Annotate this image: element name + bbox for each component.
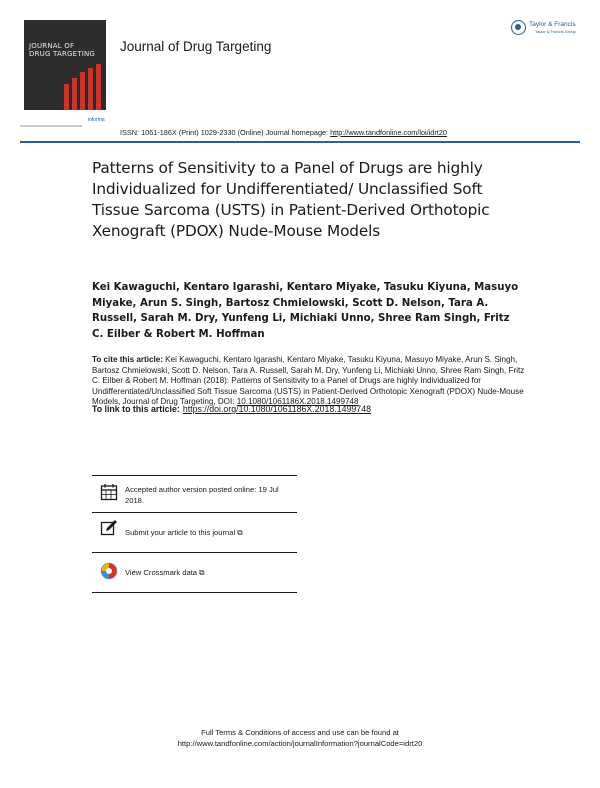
article-doi-link[interactable]: https://doi.org/10.1080/1061186X.2018.1499748: [182, 404, 371, 414]
info-divider: [92, 512, 297, 513]
crossmark-icon: [100, 562, 120, 580]
calendar-icon: [100, 483, 120, 501]
publisher-name: Taylor & Francis: [529, 21, 576, 28]
informa-logo: informa: [88, 117, 105, 123]
article-link-line: [92, 404, 532, 414]
view-crossmark-link[interactable]: View Crossmark data ⧉: [125, 568, 205, 577]
article-title: Patterns of Sensitivity to a Panel of Drugs are highly Individualized for Undifferentiated/ Unclassified Soft Tissue Sarcoma (USTS) in Patient-Derived Orthotopic Xenograft (PDOX) Nude-Mouse Models: [92, 159, 490, 240]
journal-cover-image: [24, 20, 106, 110]
issn-line: [120, 128, 447, 137]
accepted-text: Accepted author version posted online: 19 Jul 2018.: [125, 485, 279, 505]
crossmark-row[interactable]: [92, 562, 297, 584]
taylor-francis-logo: [511, 20, 583, 36]
link-label: To link to this article:: [92, 404, 180, 414]
footer-journal-info-link[interactable]: http://www.tandfonline.com/action/journalInformation?journalCode=idrt20: [177, 738, 423, 748]
header-divider: [20, 141, 580, 143]
citation-block: [92, 355, 532, 408]
article-authors: Kei Kawaguchi, Kentaro Igarashi, Kentaro Miyake, Tasuku Kiyuna, Masuyo Miyake, Arun S. Singh, Bartosz Chmielowski, Scott D. Nelson, Tara A. Russell, Sarah M. Dry, Yunfeng Li, Michiaki Unno, Shree Ram Singh, Fritz C. Eilber & Robert M. Hoffman: [92, 282, 519, 340]
info-divider: [92, 592, 297, 593]
info-divider: [92, 552, 297, 553]
external-link-icon: ⧉: [199, 568, 205, 577]
footer: [0, 728, 600, 749]
issn-text: ISSN: 1061-186X (Print) 1029-2330 (Online) Journal homepage:: [120, 128, 331, 137]
publisher-subname: Taylor & Francis Group: [535, 29, 576, 34]
doi-link[interactable]: 10.1080/1061186X.2018.1499748: [236, 397, 359, 406]
accepted-row: [92, 483, 297, 505]
submit-article-link[interactable]: Submit your article to this journal ⧉: [125, 528, 243, 537]
journal-name: Journal of Drug Targeting: [120, 39, 272, 54]
external-link-icon: ⧉: [237, 528, 243, 537]
cover-title: JOURNAL OF DRUG TARGETING: [29, 42, 96, 58]
publisher-logo-icon: [511, 20, 526, 35]
citation-label: To cite this article:: [92, 355, 163, 364]
footer-terms: Full Terms & Conditions of access and use can be found at: [201, 728, 399, 737]
cover-graphic: [64, 64, 106, 110]
edit-icon: [100, 519, 120, 537]
journal-homepage-link[interactable]: http://www.tandfonline.com/loi/idrt20: [330, 128, 447, 137]
cover-divider: [20, 125, 82, 127]
info-divider: [92, 475, 297, 476]
citation-text: Kei Kawaguchi, Kentaro Igarashi, Kentaro Miyake, Tasuku Kiyuna, Masuyo Miyake, Arun S. Singh, Bartosz Chmielowski, Scott D. Nelson, Tara A. Russell, Sarah M. Dry, Yunfeng Li, Michiaki Unno, Shree Ram Singh, Fritz C. Eilber & Robert M. Hoffman (2018): Patterns of Sensitivity to a Panel of Drugs are highly Individualized for Undifferentiated/Unclassified Soft Tissue Sarcoma (USTS) in Patient-Derived Orthotopic Xenograft (PDOX) Nude-Mouse Models, Journal of Drug Targeting, DOI:: [92, 355, 525, 406]
submit-row[interactable]: [92, 519, 297, 541]
